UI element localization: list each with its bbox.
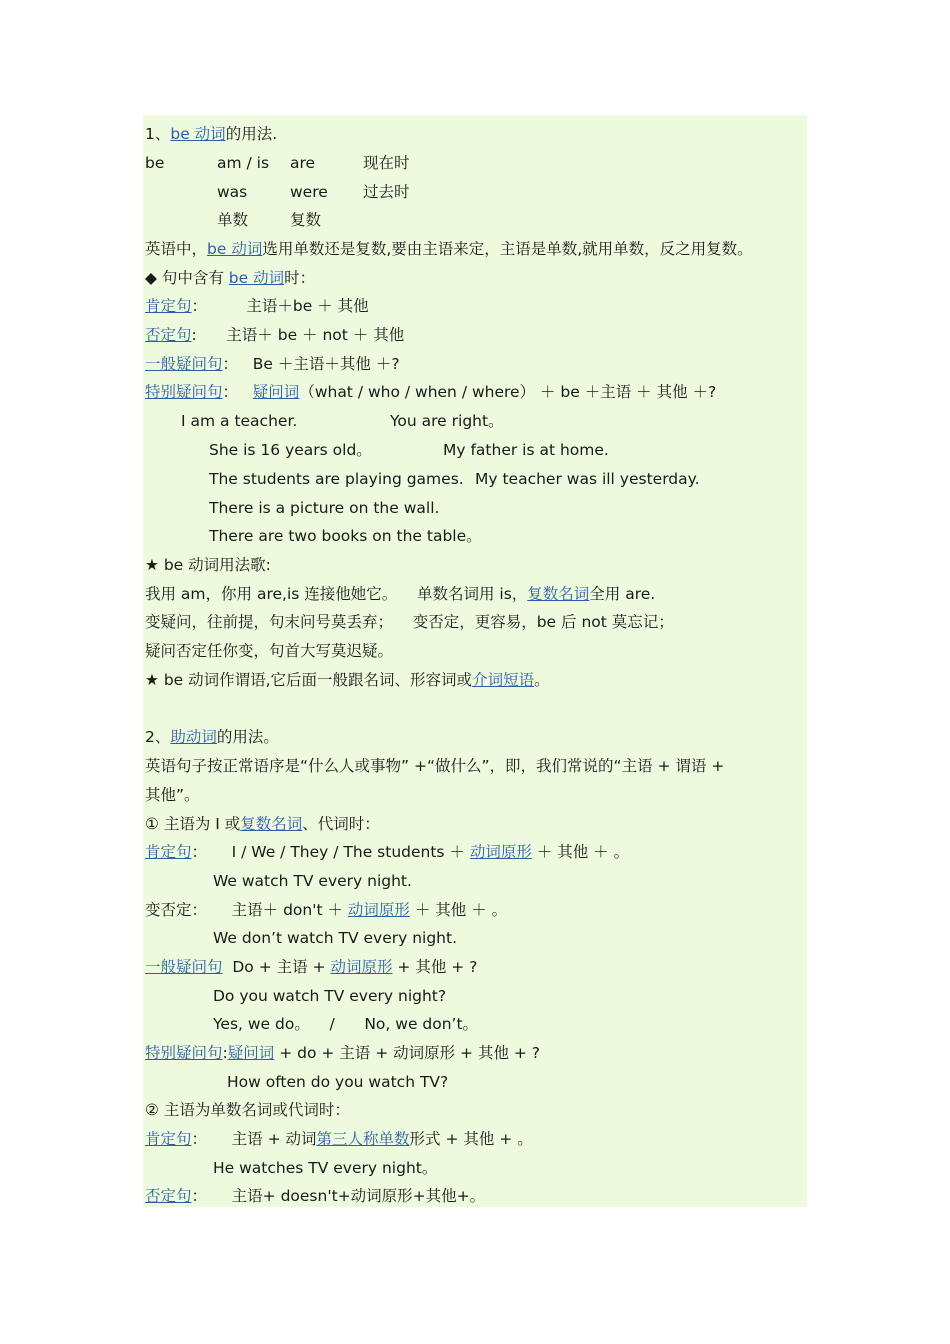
table-cell: am / is <box>217 154 270 172</box>
rule-yes-no-question: 一般疑问句： Be ＋主语＋其他 ＋? <box>145 355 400 373</box>
example-sentence: He watches TV every night。 <box>213 1159 438 1177</box>
link-base-form[interactable]: 动词原形 <box>469 843 532 861</box>
paragraph: 其他”。 <box>145 786 200 804</box>
example-sentence: Do you watch TV every night? <box>213 987 447 1005</box>
section-2-title: 2、助动词的用法。 <box>145 728 279 746</box>
link-plural-noun[interactable]: 复数名词 <box>240 815 303 833</box>
table-cell: 单数 <box>217 211 249 229</box>
table-cell: 现在时 <box>363 154 410 172</box>
link-question-word[interactable]: 疑问词 <box>227 1044 275 1062</box>
link-be-verb[interactable]: be 动词 <box>207 240 263 258</box>
link-wh-question[interactable]: 特别疑问句 <box>145 1044 223 1062</box>
case-heading: ① 主语为 I 或复数名词、代词时： <box>145 815 380 833</box>
rule-negative: 变否定： 主语＋ don't ＋ 动词原形 ＋ 其他 ＋ 。 <box>145 901 508 919</box>
link-yes-no-question[interactable]: 一般疑问句 <box>145 355 223 373</box>
example-sentence: There are two books on the table。 <box>209 527 482 545</box>
link-affirmative[interactable]: 肯定句 <box>145 1130 192 1148</box>
song-line: 疑问否定任你变，句首大写莫迟疑。 <box>145 642 394 660</box>
example-sentence: We watch TV every night. <box>213 872 412 890</box>
example-sentence: We don’t watch TV every night. <box>213 929 457 947</box>
link-prepositional-phrase[interactable]: 介词短语 <box>472 671 535 689</box>
link-be-verb[interactable]: be 动词 <box>228 269 285 287</box>
link-third-person-singular[interactable]: 第三人称单数 <box>316 1130 410 1148</box>
link-negative[interactable]: 否定句 <box>145 326 192 344</box>
paragraph: 英语句子按正常语序是“什么人或事物” +“做什么”，即，我们常说的“主语 + 谓语 + <box>145 757 725 775</box>
example-sentence: How often do you watch TV? <box>227 1073 449 1091</box>
example-sentence: I am a teacher. <box>181 412 298 430</box>
link-wh-question[interactable]: 特别疑问句 <box>145 383 223 401</box>
link-plural-noun[interactable]: 复数名词 <box>527 585 590 603</box>
link-affirmative[interactable]: 肯定句 <box>145 297 192 315</box>
rule-negative: 否定句： 主语+ doesn't+动词原形+其他+。 <box>145 1187 486 1205</box>
example-sentence: My teacher was ill yesterday. <box>475 470 700 488</box>
link-base-form[interactable]: 动词原形 <box>330 958 393 976</box>
example-sentence: There is a picture on the wall. <box>209 499 440 517</box>
example-sentence: My father is at home. <box>443 441 609 459</box>
table-cell: be <box>145 154 165 172</box>
example-sentence: The students are playing games. <box>209 470 464 488</box>
link-affirmative[interactable]: 肯定句 <box>145 843 192 861</box>
song-line: 变疑问，往前提，句末问号莫丢弃； 变否定，更容易，be 后 not 莫忘记； <box>145 613 674 631</box>
example-sentence: She is 16 years old。 <box>209 441 372 459</box>
link-negative[interactable]: 否定句 <box>145 1187 192 1205</box>
rule-affirmative: 肯定句： 主语 + 动词第三人称单数形式 + 其他 + 。 <box>145 1130 533 1148</box>
table-cell: are <box>290 154 316 172</box>
link-auxiliary-verb[interactable]: 助动词 <box>170 728 217 746</box>
table-cell: 复数 <box>290 211 322 229</box>
rule-affirmative: 肯定句： 主语＋be ＋ 其他 <box>145 297 369 315</box>
rule-wh-question: 特别疑问句:疑问词 + do + 主语 + 动词原形 + 其他 + ? <box>145 1044 541 1062</box>
example-sentence: Yes, we do。 / No, we don’t。 <box>213 1015 479 1033</box>
song-title: ★ be 动词用法歌: <box>145 556 271 574</box>
rule-negative: 否定句: 主语＋ be ＋ not ＋ 其他 <box>145 326 405 344</box>
table-cell: were <box>290 183 328 201</box>
paragraph: 英语中，be 动词选用单数还是复数,要由主语来定，主语是单数,就用单数，反之用复数。 <box>145 240 753 258</box>
rule-wh-question: 特别疑问句： 疑问词（what / who / when / where） ＋ be ＋主语 ＋ 其他 ＋? <box>145 383 717 401</box>
song-line: 我用 am，你用 are,is 连接他她它。 单数名词用 is，复数名词全用 are. <box>145 585 656 603</box>
rule-yes-no-question: 一般疑问句 Do + 主语 + 动词原形 + 其他 + ? <box>145 958 478 976</box>
link-base-form[interactable]: 动词原形 <box>347 901 410 919</box>
rule-affirmative: 肯定句： I / We / They / The students ＋ 动词原形 ＋ 其他 ＋ 。 <box>145 843 630 861</box>
case-heading: ② 主语为单数名词或代词时： <box>145 1101 350 1119</box>
note: ★ be 动词作谓语,它后面一般跟名词、形容词或介词短语。 <box>145 671 550 689</box>
example-sentence: You are right。 <box>390 412 504 430</box>
section-1-title: 1、be 动词的用法. <box>145 125 278 143</box>
link-yes-no-question[interactable]: 一般疑问句 <box>145 958 223 976</box>
link-question-word[interactable]: 疑问词 <box>252 383 300 401</box>
table-cell: 过去时 <box>363 183 410 201</box>
link-be-verb[interactable]: be 动词 <box>170 125 226 143</box>
paragraph: ◆ 句中含有 be 动词时： <box>145 269 316 287</box>
table-cell: was <box>217 183 248 201</box>
